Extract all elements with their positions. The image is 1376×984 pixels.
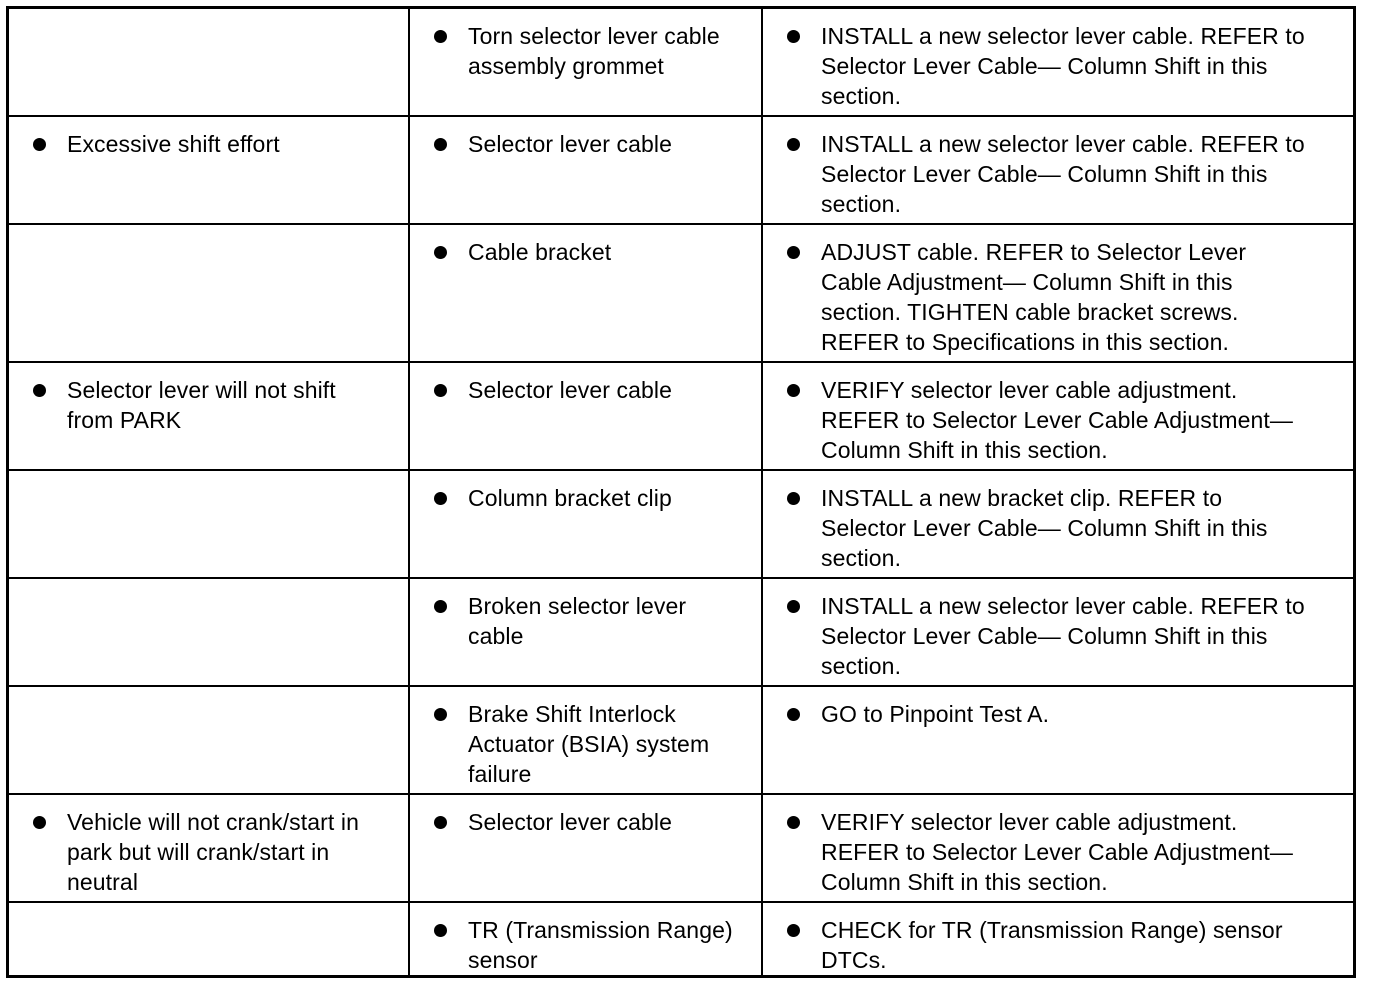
table-row xyxy=(9,117,1353,225)
condition-item xyxy=(33,129,403,159)
bullet-icon xyxy=(787,138,800,151)
action-text: CHECK for TR (Transmission Range) sensor DTCs. xyxy=(821,917,1283,973)
action-cell xyxy=(763,225,1353,361)
action-item xyxy=(787,483,1347,573)
action-item xyxy=(787,591,1347,681)
bullet-icon xyxy=(434,30,447,43)
cause-text: Brake Shift Interlock Actuator (BSIA) system failure xyxy=(468,701,710,787)
cause-cell xyxy=(410,117,763,223)
diagnostic-table xyxy=(6,6,1356,978)
action-text: INSTALL a new selector lever cable. REFER to Selector Lever Cable— Column Shift in this section. xyxy=(821,593,1305,679)
action-cell xyxy=(763,363,1353,469)
action-cell xyxy=(763,9,1353,115)
table-row xyxy=(9,795,1353,903)
action-text: INSTALL a new bracket clip. REFER to Selector Lever Cable— Column Shift in this section. xyxy=(821,485,1268,571)
table-row xyxy=(9,903,1353,975)
bullet-icon xyxy=(434,816,447,829)
action-text: INSTALL a new selector lever cable. REFER to Selector Lever Cable— Column Shift in this section. xyxy=(821,23,1305,109)
cause-text: Cable bracket xyxy=(468,239,612,265)
action-text: INSTALL a new selector lever cable. REFER to Selector Lever Cable— Column Shift in this section. xyxy=(821,131,1305,217)
bullet-icon xyxy=(787,924,800,937)
bullet-icon xyxy=(434,492,447,505)
bullet-icon xyxy=(434,600,447,613)
cause-item xyxy=(434,375,759,405)
cause-cell xyxy=(410,687,763,793)
condition-cell xyxy=(9,471,410,577)
table-row xyxy=(9,9,1353,117)
table-row xyxy=(9,363,1353,471)
cause-cell xyxy=(410,903,763,975)
cause-cell xyxy=(410,795,763,901)
action-item xyxy=(787,237,1347,357)
cause-cell xyxy=(410,471,763,577)
bullet-icon xyxy=(33,138,46,151)
condition-cell xyxy=(9,225,410,361)
condition-cell xyxy=(9,9,410,115)
cause-item xyxy=(434,483,759,513)
bullet-icon xyxy=(434,384,447,397)
condition-text: Selector lever will not shift from PARK xyxy=(67,377,336,433)
bullet-icon xyxy=(434,924,447,937)
bullet-icon xyxy=(434,246,447,259)
action-text: VERIFY selector lever cable adjustment. REFER to Selector Lever Cable Adjustment— Column Shift in this section. xyxy=(821,809,1293,895)
cause-cell xyxy=(410,363,763,469)
action-text: VERIFY selector lever cable adjustment. REFER to Selector Lever Cable Adjustment— Column Shift in this section. xyxy=(821,377,1293,463)
bullet-icon xyxy=(787,708,800,721)
bullet-icon xyxy=(434,708,447,721)
action-cell xyxy=(763,903,1353,975)
cause-text: Broken selector lever cable xyxy=(468,593,687,649)
condition-cell xyxy=(9,795,410,901)
cause-item xyxy=(434,699,759,789)
bullet-icon xyxy=(787,30,800,43)
cause-item xyxy=(434,237,759,267)
condition-cell xyxy=(9,903,410,975)
cause-item xyxy=(434,591,759,651)
condition-cell xyxy=(9,363,410,469)
condition-text: Excessive shift effort xyxy=(67,131,280,157)
action-cell xyxy=(763,795,1353,901)
bullet-icon xyxy=(787,492,800,505)
action-item xyxy=(787,807,1347,897)
action-item xyxy=(787,129,1347,219)
bullet-icon xyxy=(787,816,800,829)
bullet-icon xyxy=(787,600,800,613)
cause-text: Selector lever cable xyxy=(468,377,672,403)
cause-text: TR (Transmission Range) sensor xyxy=(468,917,733,973)
cause-text: Selector lever cable xyxy=(468,809,672,835)
action-item xyxy=(787,915,1347,975)
condition-cell xyxy=(9,117,410,223)
cause-cell xyxy=(410,225,763,361)
action-item xyxy=(787,21,1347,111)
bullet-icon xyxy=(33,384,46,397)
action-item xyxy=(787,375,1347,465)
cause-text: Column bracket clip xyxy=(468,485,672,511)
cause-text: Torn selector lever cable assembly grommet xyxy=(468,23,720,79)
condition-cell xyxy=(9,579,410,685)
cause-text: Selector lever cable xyxy=(468,131,672,157)
cause-item xyxy=(434,21,759,81)
bullet-icon xyxy=(33,816,46,829)
table-row xyxy=(9,687,1353,795)
table-row xyxy=(9,579,1353,687)
table-row xyxy=(9,471,1353,579)
bullet-icon xyxy=(787,246,800,259)
action-text: ADJUST cable. REFER to Selector Lever Cable Adjustment— Column Shift in this section. TIGHTEN cable bracket screws. REFER to Specifications in this section. xyxy=(821,239,1247,355)
bullet-icon xyxy=(434,138,447,151)
action-text: GO to Pinpoint Test A. xyxy=(821,701,1050,727)
cause-cell xyxy=(410,9,763,115)
action-cell xyxy=(763,471,1353,577)
condition-item xyxy=(33,375,403,435)
cause-cell xyxy=(410,579,763,685)
action-item xyxy=(787,699,1347,729)
condition-item xyxy=(33,807,403,897)
cause-item xyxy=(434,129,759,159)
cause-item xyxy=(434,915,759,975)
action-cell xyxy=(763,117,1353,223)
action-cell xyxy=(763,687,1353,793)
condition-cell xyxy=(9,687,410,793)
action-cell xyxy=(763,579,1353,685)
bullet-icon xyxy=(787,384,800,397)
cause-item xyxy=(434,807,759,837)
condition-text: Vehicle will not crank/start in park but will crank/start in neutral xyxy=(67,809,360,895)
table-row xyxy=(9,225,1353,363)
